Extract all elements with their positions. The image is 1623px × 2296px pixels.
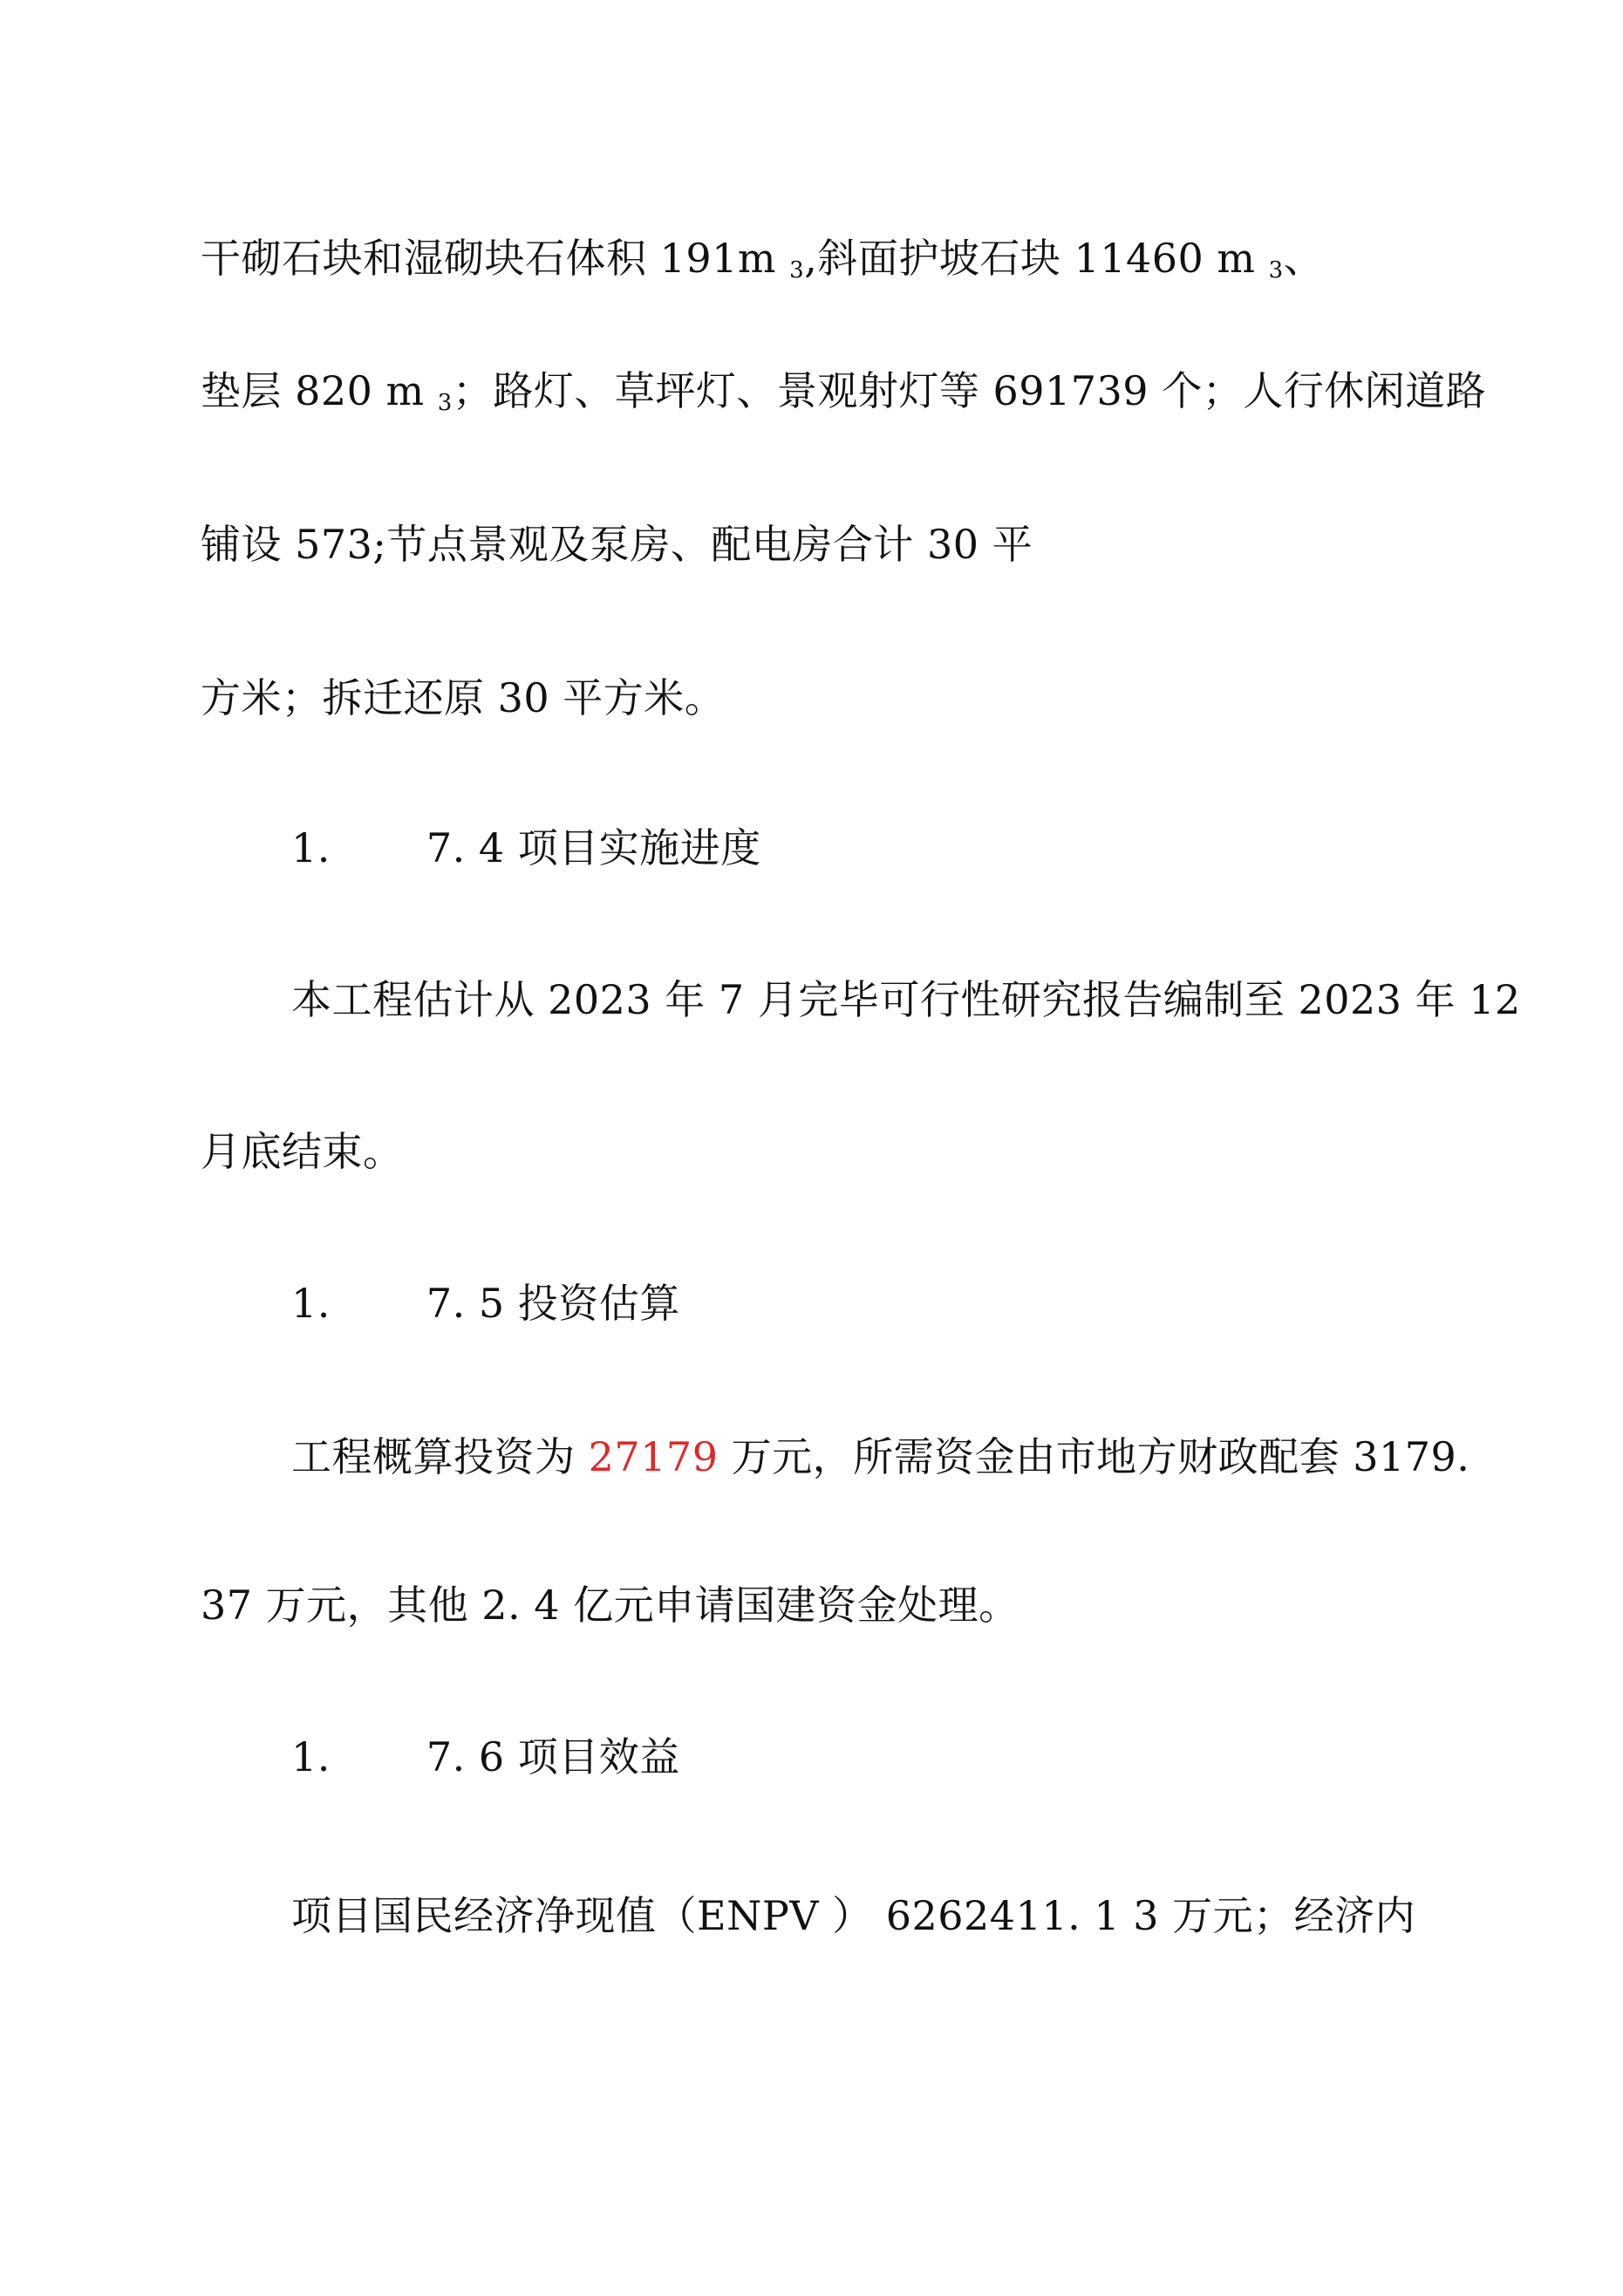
superscript-unit: 3 [437,390,453,416]
paragraph-line-2 [201,365,1486,424]
superscript-unit: 3 [1268,257,1284,284]
paragraph-line-8: 37 万元，其他 2. 4 亿元申请国建资金处理。 [201,1582,1019,1629]
paragraph-line-9: 项目国民经济净现值（ENPV ） 6262411. 1 3 万元；经济内 [291,1892,1416,1939]
paragraph-line-1 [201,232,1324,291]
section-heading-7-5 [291,1277,680,1329]
heading-number: 1. [291,1280,331,1327]
highlighted-amount: 27179 [588,1433,719,1480]
heading-title: 7. 6 项目效益 [426,1733,680,1780]
text-segment: ,斜面护坡石块 11460 m [804,235,1269,282]
heading-title: 7. 5 投资估算 [426,1280,680,1327]
heading-title: 7. 4 项目实施进度 [426,824,761,871]
text-segment: ；路灯、草坪灯、景观射灯等 691739 个；人行休闲道路 [452,367,1487,414]
superscript-unit: 3 [789,257,805,284]
text-segment: 垫层 820 m [201,367,438,414]
text-segment: 干砌石块和湿砌块石体积 191m [201,235,790,282]
heading-number: 1. [291,1733,331,1780]
section-heading-7-4 [291,822,761,874]
paragraph-line-6: 月底结束。 [201,1128,404,1175]
section-heading-7-6 [291,1731,680,1783]
paragraph-line-3: 铺设 573;节点景观及泵房、配电房合计 30 平 [201,521,1033,568]
paragraph-line-4: 方米；拆迁还原 30 平方米。 [201,674,726,721]
heading-number: 1. [291,824,331,871]
text-segment: 、 [1283,235,1325,282]
text-segment: 工程概算投资为 [291,1433,589,1480]
paragraph-line-7 [291,1431,1470,1483]
text-segment: 万元，所需资金由市地方财政配套 3179. [718,1433,1470,1480]
paragraph-line-5: 本工程估计从 2023 年 7 月完毕可行性研究报告编制至 2023 年 12 [291,976,1521,1023]
